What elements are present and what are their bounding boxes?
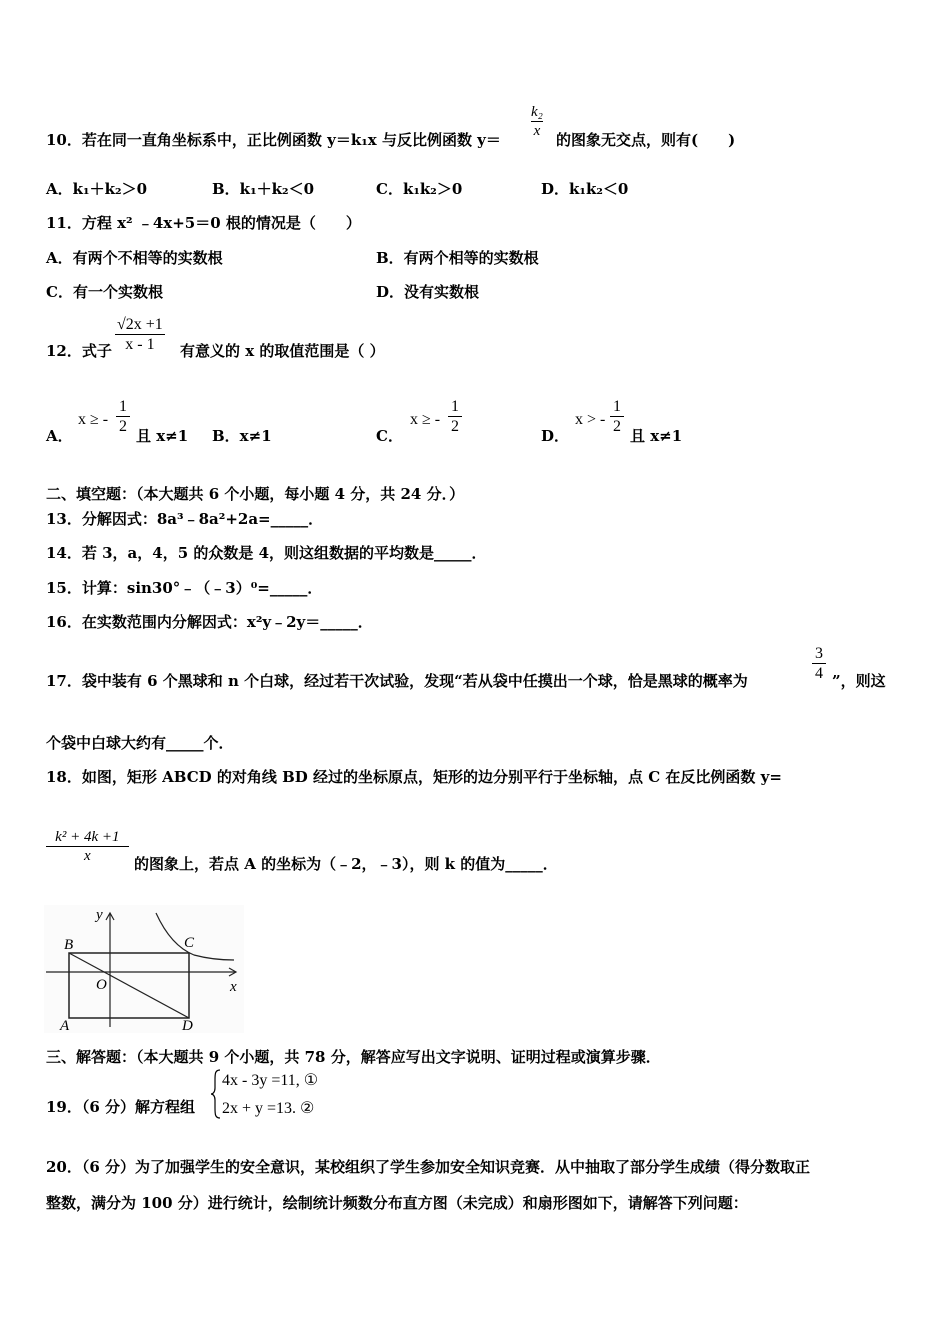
q19-label: 19．（6 分）解方程组	[46, 1098, 196, 1116]
q11-option-d: D．没有实数根	[376, 283, 480, 301]
section-3-heading: 三、解答题：（本大题共 9 个小题，共 78 分，解答应写出文字说明、证明过程或演算步骤．	[46, 1048, 661, 1066]
q12-option-d-expr: x > -	[575, 411, 606, 428]
q12-option-a-expr: x ≥ -	[78, 411, 109, 428]
q12-option-c-half	[448, 398, 462, 436]
q10-option-b: B．k₁＋k₂＜0	[212, 180, 315, 198]
q18-frac-num: k² + 4k +1	[55, 829, 120, 845]
half-num: 1	[451, 398, 459, 415]
label-y: y	[96, 907, 103, 923]
half-num: 1	[119, 398, 127, 415]
q12-tail: 有意义的 x 的取值范围是（ ）	[180, 342, 385, 360]
q10-fraction	[528, 104, 546, 140]
q17-stem: 17．袋中装有 6 个黑球和 n 个白球，经过若干次试验，发现“若从袋中任摸出一个球，恰是黑球的概率为	[46, 672, 748, 690]
q17-fraction	[812, 645, 826, 683]
q20-line2: 整数，满分为 100 分）进行统计，绘制统计频数分布直方图（未完成）和扇形图如下，请解答下列问题：	[46, 1194, 748, 1212]
q12-option-d-half	[610, 398, 624, 436]
half-den: 2	[610, 416, 624, 436]
half-den: 2	[116, 416, 130, 436]
q12-option-c-expr: x ≥ -	[410, 411, 441, 428]
q10-frac-den: x	[531, 121, 544, 140]
q11-option-b: B．有两个相等的实数根	[376, 249, 539, 267]
q12-option-a-tail: 且 x≠1	[136, 427, 189, 445]
q18-figure	[44, 905, 244, 1033]
q10-frac-num: k₂	[531, 104, 543, 120]
q10-option-a: A．k₁＋k₂＞0	[46, 180, 148, 198]
q19-brace	[210, 1068, 222, 1120]
label-x: x	[230, 979, 237, 995]
half-num: 1	[613, 398, 621, 415]
q18-tail: 的图象上，若点 A 的坐标为（﹣2，﹣3），则 k 的值为_____．	[134, 855, 558, 873]
q19-equation-1: 4x - 3y =11, ①	[222, 1072, 319, 1089]
q12-label: 12．式子	[46, 342, 112, 360]
q12-frac-den: x - 1	[115, 334, 164, 354]
q17-frac-num: 3	[815, 645, 823, 662]
q16: 16．在实数范围内分解因式：x²y﹣2y＝_____．	[46, 613, 373, 631]
q18-frac-den: x	[46, 846, 129, 865]
q17-frac-den: 4	[812, 663, 826, 683]
q12-option-b: B．x≠1	[212, 427, 272, 445]
q12-frac-num: √2x +1	[117, 316, 163, 333]
q10-option-d: D．k₁k₂＜0	[541, 180, 629, 198]
q18-fraction	[46, 829, 129, 865]
half-den: 2	[448, 416, 462, 436]
section-2-heading: 二、填空题：（本大题共 6 个小题，每小题 4 分，共 24 分．）	[46, 485, 465, 503]
q10-stem: 10．若在同一直角坐标系中，正比例函数 y＝k₁x 与反比例函数 y＝	[46, 131, 501, 149]
q20-line1: 20．（6 分）为了加强学生的安全意识，某校组织了学生参加安全知识竞赛．从中抽取了部分学生成绩（得分数取正	[46, 1158, 811, 1176]
label-b: B	[64, 937, 74, 953]
q12-option-c-label: C．	[376, 427, 403, 445]
q12-option-d-tail: 且 x≠1	[630, 427, 683, 445]
q13: 13．分解因式：8a³﹣8a²+2a=_____．	[46, 510, 324, 528]
q15: 15．计算：sin30°﹣（﹣3）⁰=_____．	[46, 579, 323, 597]
label-a: A	[60, 1018, 70, 1033]
q12-option-a-label: A．	[46, 427, 73, 445]
q11-option-c: C．有一个实数根	[46, 283, 163, 301]
q11-stem: 11．方程 x² ﹣4x+5＝0 根的情况是（ ）	[46, 214, 361, 232]
q19-equation-2: 2x + y =13. ②	[222, 1100, 315, 1117]
label-o: O	[96, 977, 107, 993]
q10-option-c: C．k₁k₂＞0	[376, 180, 463, 198]
label-c: C	[184, 935, 195, 951]
q12-option-d-label: D．	[541, 427, 570, 445]
label-d: D	[182, 1018, 193, 1033]
q14: 14．若 3，a，4，5 的众数是 4，则这组数据的平均数是_____．	[46, 544, 487, 562]
q10-tail: 的图象无交点，则有( )	[556, 131, 736, 149]
q17-line2: 个袋中白球大约有_____个．	[46, 734, 234, 752]
q12-fraction	[114, 316, 166, 354]
q11-option-a: A．有两个不相等的实数根	[46, 249, 223, 267]
q17-tail: ”，则这	[832, 672, 886, 690]
q18-line1: 18．如图，矩形 ABCD 的对角线 BD 经过的坐标原点，矩形的边分别平行于坐标轴，点 C 在反比例函数 y=	[46, 768, 782, 786]
q12-option-a-half	[116, 398, 130, 436]
